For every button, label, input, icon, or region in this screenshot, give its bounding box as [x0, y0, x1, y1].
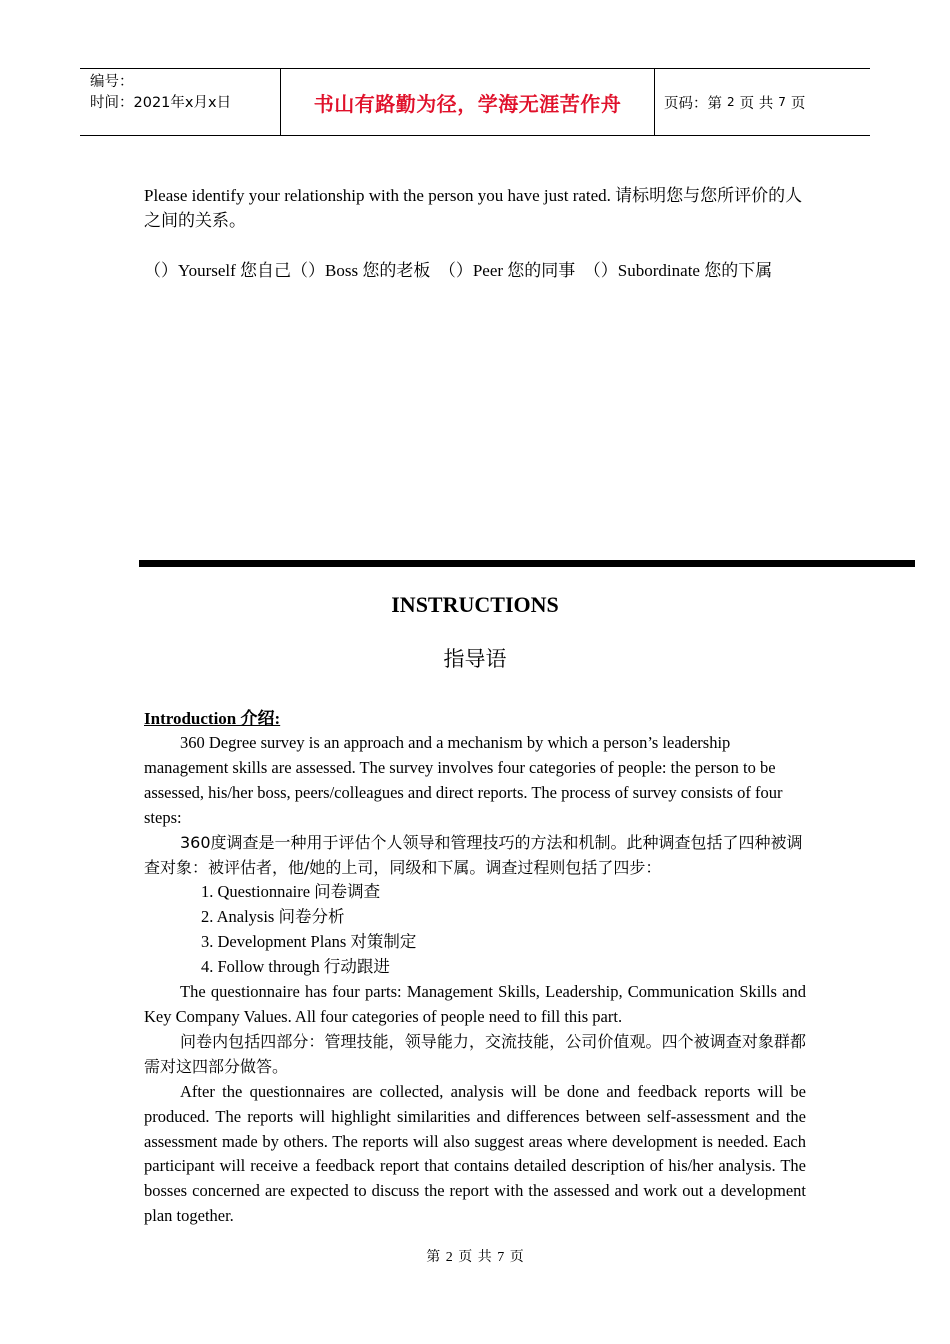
page-current: 2 [727, 95, 735, 109]
header-motto: 书山有路勤为径，学海无涯苦作舟 [313, 91, 622, 116]
questionnaire-paragraph-zh: 问卷内包括四部分：管理技能，领导能力，交流技能，公司价值观。四个被调查对象群都需对这四部分做答。 [144, 1031, 806, 1076]
relationship-question: Please identify your relationship with the person you have just rated. 请标明您与您所评价的人之间的关系。 [144, 186, 803, 230]
section-divider [139, 560, 915, 567]
page-footer: 第 2 页 共 7 页 [426, 1250, 524, 1265]
relationship-options: （）Yourself 您自己（）Boss 您的老板 （）Peer 您的同事 （）Subordinate 您的下属 [144, 261, 773, 280]
header-motto-cell [281, 69, 655, 135]
step-item: 3. Development Plans 对策制定 [201, 932, 417, 952]
step-item: 1. Questionnaire 问卷调查 [201, 882, 381, 902]
page-total: 7 [778, 95, 786, 109]
page-suffix: 页 [790, 95, 806, 112]
document-number-label: 编号： [90, 74, 134, 90]
step-item: 4. Follow through 行动跟进 [201, 957, 390, 977]
questionnaire-paragraph-en: The questionnaire has four parts: Management Skills, Leadership, Communication Skills and Key Company Values. All four categories of people need to fill this part. [144, 982, 806, 1026]
intro-paragraph-zh: 360度调查是一种用于评估个人领导和管理技巧的方法和机制。此种调查包括了四种被调查对象：被评估者，他/她的上司，同级和下属。调查过程则包括了四步： [144, 832, 803, 877]
header-page-info [655, 69, 870, 135]
header-meta [80, 69, 281, 135]
introduction-body [144, 731, 806, 1229]
instructions-title: INSTRUCTIONS [391, 592, 559, 617]
step-item: 2. Analysis 问卷分析 [201, 907, 345, 927]
page-prefix: 页码：第 [664, 95, 722, 112]
introduction-heading: Introduction 介绍: [144, 709, 281, 728]
analysis-paragraph-en: After the questionnaires are collected, analysis will be done and feedback reports will be produced. The reports will highlight similarities and differences between self-assessment and the assessment made by others. The reports will also suggest areas where development is needed. Each participant will receive a feedback report that contains detailed description of his/her analysis. The bosses concerned are expected to discuss the report with the assessed and work out a development plan together. [144, 1081, 806, 1226]
intro-paragraph-en: 360 Degree survey is an approach and a mechanism by which a person’s leadership management skills are assessed. The survey involves four categories of people: the person to be assessed, his/her boss, peers/colleagues and direct reports. The process of survey consists of four steps: [144, 733, 783, 827]
page-header [80, 68, 870, 136]
instructions-title-zh: 指导语 [443, 647, 507, 671]
document-date: 时间：2021年x月x日 [90, 95, 232, 111]
page-mid: 页 共 [739, 95, 774, 112]
